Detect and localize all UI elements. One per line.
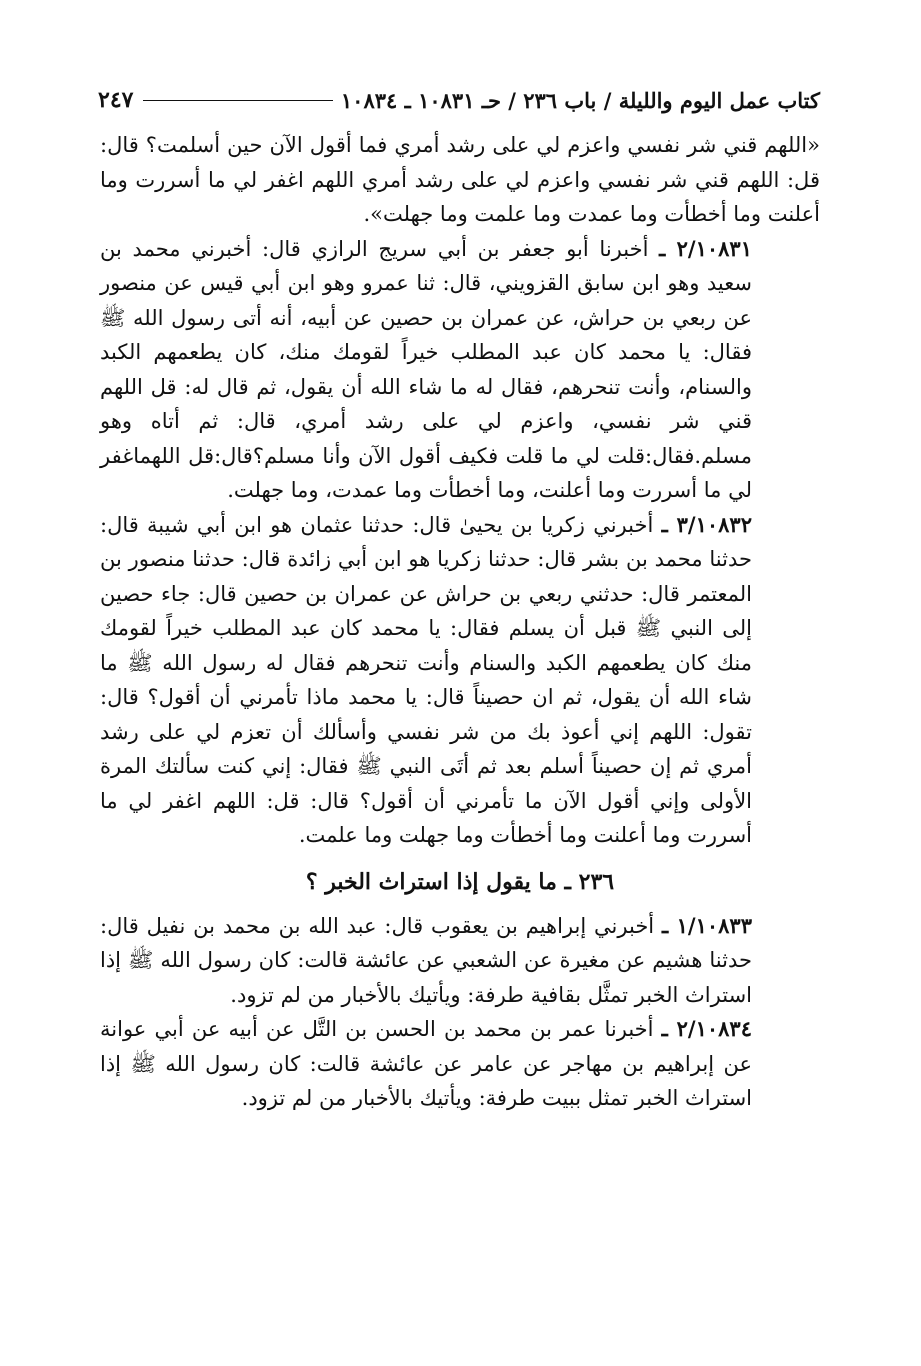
hadith-10831	[100, 232, 820, 508]
paragraph-opening	[100, 128, 820, 232]
hadith-text: أخبرنا عمر بن محمد بن الحسن بن التَّل عن أبيه عن أبي عوانة عن إبراهيم بن مهاجر عن عامر عن عائشة قالت: كان رسول الله ﷺ إذا استراث الخبر تمثل ببيت طرفة: ويأتيك بالأخبار من لم تزود.	[100, 1017, 752, 1110]
page-number: ٢٤٧	[98, 87, 134, 113]
hadith-number: ٢/١٠٨٣١ ـ	[659, 235, 752, 261]
hadith-number: ١/١٠٨٣٣ ـ	[662, 912, 752, 938]
section-heading: ٢٣٦ ـ ما يقول إذا استراث الخبر ؟	[305, 868, 615, 895]
hadith-10832	[100, 508, 820, 853]
page-body	[100, 128, 820, 1116]
paragraph-text: «اللهم قني شر نفسي واعزم لي على رشد أمري فما أقول الآن حين أسلمت؟ قال: قل: اللهم قني شر نفسي واعزم لي على رشد أمري اللهم اغفر لي ما أسررت وما أعلنت وما أخطأت وما عمدت وما علمت وما جهلت».	[100, 133, 820, 226]
hadith-text: أخبرني زكريا بن يحيىٰ قال: حدثنا عثمان هو ابن أبي شيبة قال: حدثنا محمد بن بشر قال: حدثنا زكريا هو ابن أبي زائدة قال: حدثنا منصور بن المعتمر قال: حدثني ربعي بن حراش عن عمران بن حصين قال: جاء حصين إلى النبي ﷺ قبل أن يسلم فقال: يا محمد كان عبد المطلب خيراً لقومك منك كان يطعمهم الكبد والسنام وأنت تنحرهم فقال له رسول الله ﷺ ما شاء الله أن يقول، ثم ان حصيناً قال: يا محمد ماذا تأمرني أن أقول؟ قال: تقول: اللهم إني أعوذ بك من شر نفسي وأسألك أن تعزم لي على رشد أمري ثم إن حصيناً أسلم بعد ثم أتَى النبي ﷺ فقال: إني كنت سألتك المرة الأولى وإني أقول الآن ما تأمرني أن أقول؟ قال: قل: اللهم اغفر لي ما أسررت وما أعلنت وما أخطأت وما جهلت وما علمت.	[100, 512, 753, 847]
hadith-text: أخبرني إبراهيم بن يعقوب قال: عبد الله بن محمد بن نفيل قال: حدثنا هشيم عن مغيرة عن الشعبي عن عائشة قالت: كان رسول الله ﷺ إذا استراث الخبر تمثَّل بقافية طرفة: ويأتيك بالأخبار من لم تزود.	[100, 913, 752, 1007]
hadith-number: ٣/١٠٨٣٢ ـ	[661, 511, 752, 537]
hadith-10834	[100, 1012, 820, 1116]
header-rule	[143, 100, 332, 101]
running-title: كتاب عمل اليوم والليلة / باب ٢٣٦ / حـ ١٠٨٣١ ـ ١٠٨٣٤	[340, 87, 820, 113]
hadith-10833	[100, 909, 820, 1013]
book-page	[100, 80, 820, 1116]
hadith-number: ٢/١٠٨٣٤ ـ	[661, 1016, 752, 1041]
running-header	[100, 80, 820, 120]
hadith-text: أخبرنا أبو جعفر بن أبي سريج الرازي قال: أخبرني محمد بن سعيد وهو ابن سابق القزويني، قال: ثنا عمرو وهو ابن أبي قيس عن منصور عن ربعي بن حراش، عن عمران بن حصين عن أبيه، أنه أتى رسول الله ﷺ فقال: يا محمد كان عبد المطلب خيراً لقومك منك، كان يطعمهم الكبد والسنام، وأنت تنحرهم، فقال له ما شاء الله أن يقول، ثم قال له: قل اللهم قني شر نفسي، واعزم لي على رشد أمري، قال: ثم أتاه وهو مسلم.فقال:قلت لي ما قلت فكيف أقول الآن وأنا مسلم؟قال:قل اللهماغفر لي ما أسررت وما أعلنت، وما أخطأت وما عمدت، وما جهلت.	[100, 236, 752, 502]
